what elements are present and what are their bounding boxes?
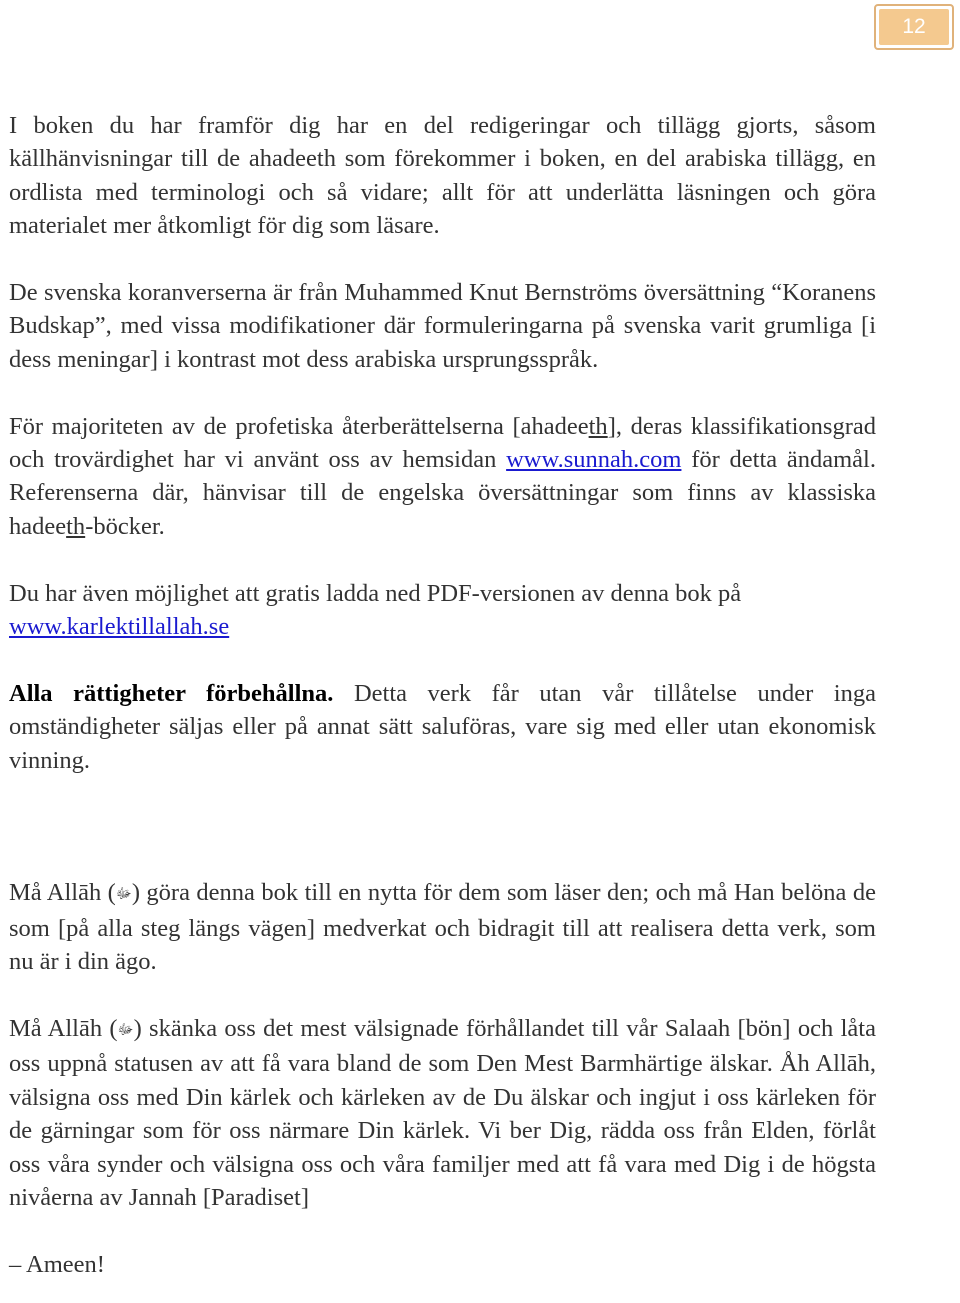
paragraph-pdf-text: Du har även möjlighet att gratis ladda ned PDF-versionen av denna bok på <box>9 579 742 607</box>
paragraph-prayer-benefit <box>9 876 876 978</box>
paragraph-hadith-underline-a: th <box>588 412 608 440</box>
page-number-badge <box>874 4 954 50</box>
karlektillallah-link[interactable]: www.karlektillallah.se <box>9 613 230 641</box>
copyright-text: Detta verk får utan vår tillåtelse under inga omständigheter säljas eller på annat sätt saluföras, vare sig med eller utan ekonomisk vinning. <box>9 679 876 774</box>
paragraph-hadith-text-a: För majoriteten av de profetiska återberättelserna [ahadee <box>9 412 589 440</box>
paragraph-hadith-text-c: för detta ändamål. Referenserna där, hänvisar till de engelska översättningar som finns av klassiska hadee <box>9 446 876 540</box>
paragraph-copyright <box>9 677 876 777</box>
paragraph-hadith-text-b: ], deras klassifikationsgrad och trovärdighet har vi använt oss av hemsidan <box>9 412 877 474</box>
prayer-blessing-text-b: ) skänka oss det mest välsignade förhållandet till vår Salaah [bön] och låta oss uppnå statusen av att få vara bland de som Den Mest Barmhärtige älskar. Åh Allāh, välsigna oss med Din kärlek och kärleken av de Du älskar och ingjut i oss kärleken för de gärningar som för oss närmare Din kärlek. Vi ber Dig, rädda oss från Elden, förlåt oss våra synder och välsigna oss och våra familjer med att få vara med Dig i de högsta nivåerna av Jannah [Paradiset] <box>9 1015 876 1212</box>
paragraph-prayer-blessing <box>9 1012 876 1214</box>
section-spacer <box>9 810 876 876</box>
paragraph-editing-note: I boken du har framför dig har en del redigeringar och tillägg gjorts, såsom källhänvisningar till de ahadeeth som förekommer i boken, en del arabiska tillägg, en ordlista med terminologi och så vidare; allt för att underlätta läsningen och göra materialet mer åtkomligt för dig som läsare. <box>9 112 876 240</box>
honorific-glyph-icon: ﷻ <box>115 887 132 903</box>
honorific-glyph-icon: ﷻ <box>117 1023 134 1039</box>
paragraph-hadith-sources <box>9 410 876 544</box>
page-number: 12 <box>879 9 949 45</box>
prayer-blessing-text-a: Må Allāh ( <box>9 1015 118 1043</box>
document-body <box>9 109 876 1281</box>
sunnah-link[interactable]: www.sunnah.com <box>506 446 682 474</box>
paragraph-quran-translation: De svenska koranverserna är från Muhammed Knut Bernströms översättning “Koranens Budskap”, med vissa modifikationer där formuleringarna på svenska varit grumliga [i dess meningar] i kontrast mot dess arabiska ursprungsspråk. <box>9 279 876 373</box>
paragraph-hadith-text-d: -böcker. <box>85 512 165 540</box>
prayer-benefit-text-a: Må Allāh ( <box>9 879 116 907</box>
copyright-heading: Alla rättigheter förbehållna. <box>9 679 334 707</box>
paragraph-hadith-underline-c: th <box>66 512 86 540</box>
prayer-benefit-text-b: ) göra denna bok till en nytta för dem som läser den; och må Han belöna de som [på alla steg längs vägen] medverkat och bidragit till att realisera detta verk, som nu är i din ägo. <box>9 879 876 976</box>
paragraph-pdf-download <box>9 577 876 644</box>
closing-ameen: – Ameen! <box>9 1250 105 1278</box>
